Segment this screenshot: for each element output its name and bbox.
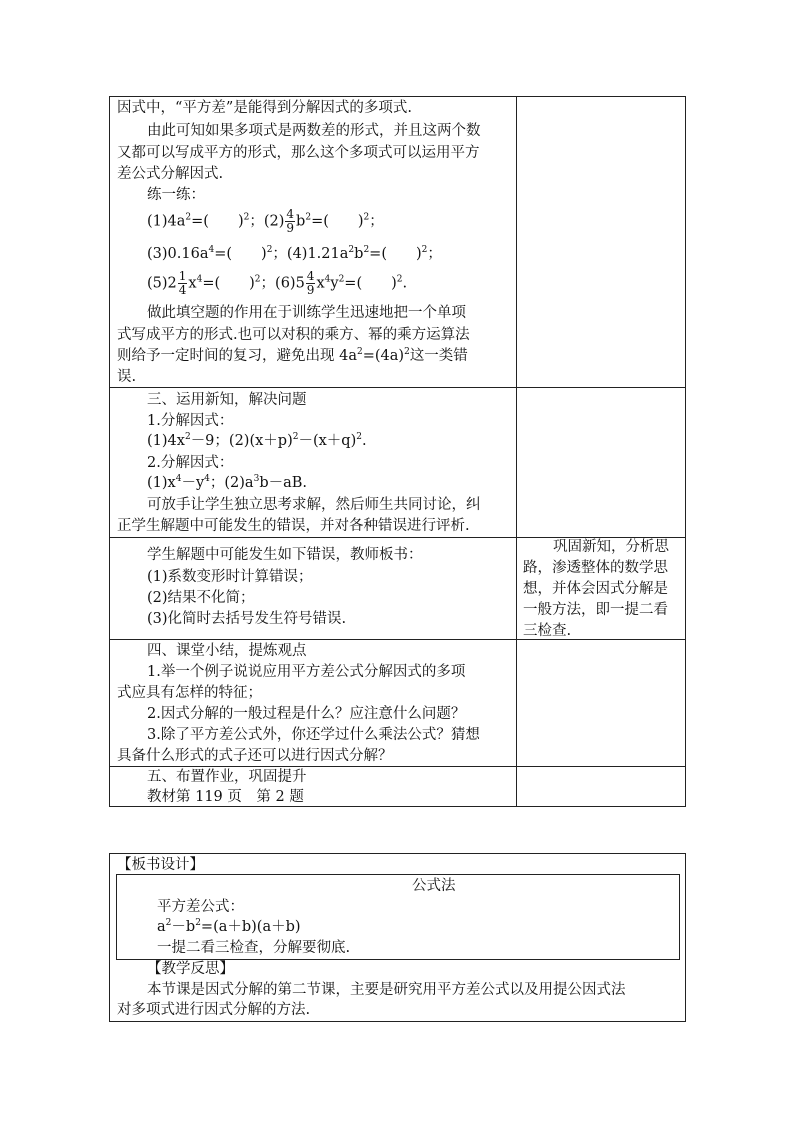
- exercise-text: ；: [427, 246, 442, 262]
- text-line: 1.分解因式：: [147, 413, 234, 429]
- text-line: 式应具有怎样的特征；: [117, 685, 262, 701]
- denominator: 4: [178, 283, 187, 297]
- text-line: 做此填空题的作用在于训练学生迅速地把一个单项: [147, 305, 466, 321]
- superscript: 2: [243, 212, 250, 223]
- note-line: 三检查.: [523, 623, 572, 639]
- line-text: －(x＋q): [298, 433, 357, 449]
- text-line: [147, 473, 307, 493]
- text-line: 2.因式分解的一般过程是什么？应注意什么问题？: [147, 706, 466, 722]
- superscript: 3: [253, 474, 260, 484]
- column-divider: [516, 96, 517, 806]
- reflection-header: 【教学反思】: [147, 961, 234, 977]
- line-text: －y: [181, 475, 205, 491]
- note-line: 想，并体会因式分解是: [523, 581, 668, 597]
- line-text: b－aB.: [259, 475, 308, 491]
- text-line: 学生解题中可能发生如下错误，教师板书：: [147, 547, 423, 563]
- text-line: 本节课是因式分解的第二节课，主要是研究用平方差公式以及用提公因式法: [147, 982, 626, 998]
- text-line: [117, 346, 468, 366]
- superscript: 2: [195, 918, 201, 928]
- text-line: 误.: [117, 369, 137, 385]
- numerator: 1: [178, 269, 187, 283]
- line-text: ；(2)a: [209, 475, 254, 491]
- fraction: [285, 208, 295, 235]
- line-text: (1)x: [147, 475, 176, 491]
- superscript: 2: [292, 432, 299, 442]
- text-line: 具备什么形式的式子还可以进行因式分解？: [117, 748, 393, 764]
- text-line: 2.分解因式：: [147, 455, 234, 471]
- superscript: 2: [185, 212, 192, 223]
- exercise-text: (3)0.16a: [147, 246, 209, 262]
- exercise-text: =( ): [344, 275, 397, 292]
- exercise-text: (1)4a: [147, 213, 186, 230]
- text-line: 对多项式进行因式分解的方法.: [117, 1002, 311, 1018]
- note-line: 路，渗透整体的数学思: [523, 560, 668, 576]
- text-line: (3)化简时去括号发生符号错误.: [147, 611, 347, 627]
- exercise-text: .: [402, 275, 408, 292]
- exercise-text: b: [354, 246, 364, 262]
- section-heading: 四、课堂小结，提炼观点: [147, 643, 307, 659]
- text-line: 可放手让学生独立思考求解，然后师生共同讨论，纠: [147, 497, 481, 513]
- exercise-text: =( ): [311, 213, 364, 230]
- line-text: －9；(2)(x＋p): [190, 433, 293, 449]
- superscript: 2: [421, 245, 428, 255]
- exercise-text: ；(4)1.21a: [272, 246, 349, 262]
- superscript: 2: [165, 918, 172, 928]
- exercise-text: ；(6)5: [260, 275, 305, 292]
- exercise-text: =( ): [369, 246, 422, 262]
- line-text: 则给予一定时间的复习，避免出现 4a: [117, 348, 357, 364]
- line-text: 这一类错: [409, 348, 468, 364]
- exercise-line-2: [147, 244, 442, 264]
- text-line: 一提二看三检查，分解要彻底.: [157, 940, 351, 956]
- superscript: 2: [356, 432, 362, 442]
- board-title: 公式法: [412, 878, 456, 894]
- exercise-text: =( ): [214, 246, 267, 262]
- board-header: 【板书设计】: [117, 857, 204, 873]
- text-line: 3.除了平方差公式外，你还学过什么乘法公式？猜想: [147, 727, 480, 743]
- numerator: 4: [306, 269, 315, 283]
- line-text: a: [157, 919, 166, 935]
- superscript: 4: [208, 245, 215, 255]
- superscript: 2: [356, 347, 363, 357]
- exercise-text: ；(2): [249, 213, 285, 230]
- text-line: 练一练：: [147, 187, 205, 203]
- text-line: [157, 917, 301, 937]
- superscript: 2: [338, 274, 345, 285]
- superscript: 2: [404, 347, 410, 357]
- superscript: 2: [396, 274, 403, 285]
- line-text: =(a＋b)(a＋b): [200, 919, 301, 935]
- fraction: [306, 270, 316, 297]
- exercise-text: y: [330, 275, 339, 292]
- exercise-text: =( ): [202, 275, 255, 292]
- numerator: 4: [286, 207, 295, 221]
- exercise-text: (5)2: [147, 275, 177, 292]
- exercise-text: b: [296, 213, 306, 230]
- row-divider: [109, 387, 685, 388]
- superscript: 4: [175, 474, 182, 484]
- superscript: 2: [266, 245, 273, 255]
- superscript: 2: [363, 212, 370, 223]
- text-line: 1.举一个例子说说应用平方差公式分解因式的多项: [147, 664, 466, 680]
- exercise-text: ；: [369, 213, 384, 230]
- superscript: 2: [305, 212, 312, 223]
- note-line: 一般方法，即一提二看: [523, 602, 668, 618]
- text-line: 由此可知如果多项式是两数差的形式，并且这两个数: [147, 123, 481, 139]
- superscript: 2: [348, 245, 355, 255]
- section-heading: 三、运用新知，解决问题: [147, 392, 307, 408]
- line-text: (1)4x: [147, 433, 185, 449]
- text-line: 式写成平方的形式.也可以对积的乘方、幂的乘方运算法: [117, 327, 470, 343]
- text-line: 又都可以写成平方的形式，那么这个多项式可以运用平方: [117, 145, 480, 161]
- text-line: (2)结果不化简；: [147, 590, 255, 606]
- denominator: 9: [306, 283, 315, 297]
- text-line: 差公式分解因式.: [117, 166, 224, 182]
- text-line: 平方差公式：: [157, 899, 244, 915]
- superscript: 2: [184, 432, 191, 442]
- text-line: 因式中，“平方差”是能得到分解因式的多项式.: [117, 100, 412, 116]
- text-line: [147, 431, 367, 451]
- line-text: －b: [171, 919, 196, 935]
- denominator: 9: [286, 221, 295, 235]
- superscript: 2: [254, 274, 261, 285]
- superscript: 2: [363, 245, 370, 255]
- exercise-text: =( ): [191, 213, 244, 230]
- exercise-text: x: [188, 275, 197, 292]
- line-text: =(4a): [362, 348, 405, 364]
- superscript: 4: [324, 274, 331, 285]
- fraction: [178, 270, 188, 297]
- exercise-line-1: [147, 208, 384, 235]
- superscript: 4: [204, 474, 210, 484]
- row-divider: [109, 639, 685, 640]
- note-line: 巩固新知，分析思: [553, 539, 669, 555]
- exercise-text: x: [316, 275, 325, 292]
- text-line: 正学生解题中可能发生的错误，并对各种错误进行评析.: [117, 518, 470, 534]
- superscript: 4: [196, 274, 203, 285]
- text-line: (1)系数变形时计算错误；: [147, 569, 313, 585]
- line-text: .: [361, 433, 367, 449]
- text-line: 教材第 119 页 第 2 题: [147, 789, 304, 805]
- exercise-line-3: [147, 270, 407, 297]
- section-heading: 五、布置作业，巩固提升: [147, 769, 307, 785]
